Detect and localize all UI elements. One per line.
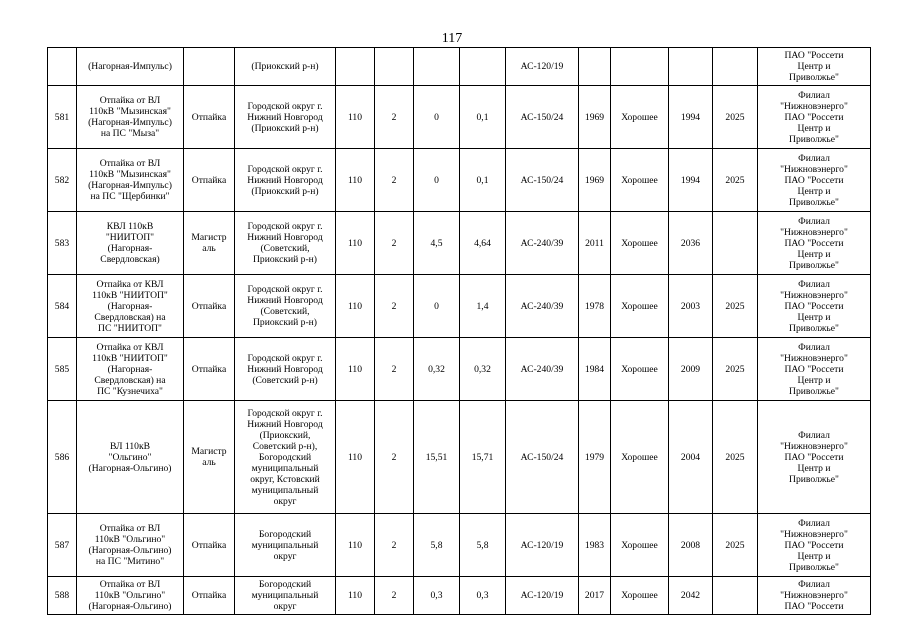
location-cell-line: Городской округ г. [247,284,323,295]
line-type-cell-line: Отпайка [191,590,227,601]
owner-cell-line: ПАО "Россети [784,50,844,61]
condition-cell: Хорошее [611,86,669,149]
owner-cell-line: ПАО "Россети [784,111,844,123]
location-cell [235,338,336,401]
length-circuit-cell: 5,8 [460,514,506,577]
line-type-cell [184,577,235,615]
condition-cell: Хорошее [611,514,669,577]
location-cell-line: Нижний Новгород [247,363,323,375]
length-route-cell: 5,8 [414,514,460,577]
length-route-cell [414,48,460,86]
location-cell-line: муниципальный [251,462,319,474]
location-cell-line: (Приокский р-н) [251,185,319,197]
wire-brand-cell: АС-120/19 [506,514,579,577]
year-built-cell: 1984 [579,338,611,401]
owner-cell [758,514,871,577]
circuits-cell: 2 [375,86,414,149]
voltage-cell: 110 [336,338,375,401]
condition-cell: Хорошее [611,275,669,338]
line-type-cell [184,514,235,577]
line-type-cell-line: Магистр [191,446,227,457]
location-cell-line: округ, Кстовский [250,473,320,485]
line-type-cell [184,401,235,514]
location-cell-line: муниципальный [251,484,319,496]
row-number-cell: 583 [48,212,77,275]
year-built-cell: 1979 [579,401,611,514]
year-built-cell: 2017 [579,577,611,615]
owner-cell-line: Приволжье" [789,72,839,83]
line-name-cell-line: "НИИТОП" [105,232,155,243]
owner-cell-line: Центр и [797,122,831,134]
circuits-cell: 2 [375,577,414,615]
line-name-cell-line: Отпайка от КВЛ [96,278,164,290]
table-row [48,212,871,275]
condition-cell: Хорошее [611,149,669,212]
owner-cell-line: Филиал [798,341,830,353]
owner-cell-line: Филиал [798,89,830,101]
length-route-cell: 0 [414,275,460,338]
owner-cell-line: ПАО "Россети [784,539,844,551]
table-row [48,48,871,86]
line-name-cell-line: Свердловская) [100,254,160,265]
owner-cell-line: "Нижновэнерго" [780,100,848,112]
table-row [48,86,871,149]
wire-brand-cell: АС-120/19 [506,48,579,86]
location-cell-line: Городской округ г. [247,407,323,419]
line-name-cell-line: на ПС "Щербинки" [90,191,170,202]
line-name-cell-line: Свердловская) на [94,374,166,386]
line-name-cell-line: 110кВ "Мызинская" [89,169,171,180]
owner-cell-line: ПАО "Россети [784,451,844,463]
length-route-cell: 4,5 [414,212,460,275]
condition-cell: Хорошее [611,577,669,615]
length-circuit-cell: 0,3 [460,577,506,615]
voltage-cell: 110 [336,212,375,275]
line-name-cell [77,212,184,275]
owner-cell-line: Филиал [798,429,830,441]
owner-cell-line: Филиал [798,215,830,227]
line-name-cell-line: 110кВ "Ольгино" [94,534,166,545]
owner-cell-line: Центр и [797,185,831,197]
location-cell-line: округ [273,550,297,562]
condition-cell: Хорошее [611,401,669,514]
location-cell-line: округ [273,601,297,612]
line-type-cell-line: аль [202,243,216,254]
year-reconstruction-cell: 2008 [669,514,713,577]
location-cell-line: (Приокский, [259,429,311,441]
wire-brand-cell: АС-150/24 [506,86,579,149]
line-name-cell [77,577,184,615]
row-number-cell [48,48,77,86]
owner-cell-line: "Нижновэнерго" [780,352,848,364]
line-type-cell-line: Отпайка [191,539,227,551]
row-number-cell: 586 [48,401,77,514]
owner-cell [758,401,871,514]
year-planned-cell [713,48,758,86]
voltage-cell: 110 [336,86,375,149]
owner-cell [758,86,871,149]
line-name-cell-line: (Нагорная- [107,243,153,254]
line-type-cell [184,86,235,149]
owner-cell-line: Приволжье" [789,196,839,208]
voltage-cell: 110 [336,149,375,212]
location-cell-line: Городской округ г. [247,352,323,364]
year-reconstruction-cell [669,48,713,86]
line-type-cell [184,275,235,338]
length-circuit-cell: 15,71 [460,401,506,514]
location-cell-line: Городской округ г. [247,221,323,232]
circuits-cell: 2 [375,212,414,275]
line-name-cell-line: ПС "НИИТОП" [98,322,162,334]
table-body [48,48,871,615]
line-name-cell-line: 110кВ "Ольгино" [94,590,166,601]
line-type-cell [184,48,235,86]
row-number-cell: 587 [48,514,77,577]
line-name-cell-line: ВЛ 110кВ [109,440,151,452]
length-route-cell: 0 [414,149,460,212]
line-name-cell-line: Свердловская) на [94,311,166,323]
length-route-cell: 0,32 [414,338,460,401]
line-name-cell [77,275,184,338]
location-cell-line: (Приокский р-н) [251,122,319,134]
year-built-cell: 2011 [579,212,611,275]
table-row [48,514,871,577]
length-circuit-cell [460,48,506,86]
line-type-cell-line: Отпайка [191,363,227,375]
line-type-cell-line: Отпайка [191,111,227,123]
year-planned-cell: 2025 [713,86,758,149]
year-reconstruction-cell: 2004 [669,401,713,514]
location-cell-line: муниципальный [251,590,319,601]
owner-cell-line: ПАО "Россети [784,601,844,612]
owner-cell-line: Приволжье" [789,133,839,145]
table-row [48,577,871,615]
location-cell-line: Городской округ г. [247,100,323,112]
owner-cell [758,212,871,275]
wire-brand-cell: АС-150/24 [506,401,579,514]
year-reconstruction-cell: 1994 [669,86,713,149]
row-number-cell: 582 [48,149,77,212]
location-cell-line: Нижний Новгород [247,418,323,430]
power-lines-table [47,47,871,615]
owner-cell-line: Центр и [797,550,831,562]
location-cell-line: (Советский, [260,306,310,317]
owner-cell-line: ПАО "Россети [784,174,844,186]
location-cell-line: муниципальный [251,539,319,551]
year-reconstruction-cell: 2003 [669,275,713,338]
owner-cell-line: Филиал [798,152,830,164]
location-cell-line: (Приокский р-н) [251,61,319,72]
wire-brand-cell: АС-150/24 [506,149,579,212]
year-built-cell [579,48,611,86]
owner-cell-line: "Нижновэнерго" [780,163,848,175]
length-circuit-cell: 0,1 [460,86,506,149]
owner-cell-line: Филиал [798,579,830,590]
line-type-cell [184,338,235,401]
line-name-cell-line: Отпайка от ВЛ [99,523,161,534]
owner-cell-line: ПАО "Россети [784,363,844,375]
line-type-cell-line: Магистр [191,232,227,243]
row-number-cell: 584 [48,275,77,338]
owner-cell-line: Центр и [797,462,831,474]
location-cell [235,86,336,149]
year-planned-cell: 2025 [713,275,758,338]
location-cell [235,275,336,338]
owner-cell [758,338,871,401]
line-type-cell [184,149,235,212]
location-cell [235,48,336,86]
line-name-cell [77,514,184,577]
row-number-cell: 585 [48,338,77,401]
owner-cell-line: Приволжье" [789,473,839,485]
row-number-cell: 581 [48,86,77,149]
line-name-cell [77,86,184,149]
location-cell-line: Приокский р-н) [253,254,317,265]
year-built-cell: 1969 [579,149,611,212]
year-planned-cell: 2025 [713,401,758,514]
year-planned-cell: 2025 [713,338,758,401]
year-reconstruction-cell: 2042 [669,577,713,615]
location-cell-line: (Советский, [260,243,310,254]
circuits-cell: 2 [375,514,414,577]
line-name-cell-line: (Нагорная-Импульс) [88,180,172,191]
owner-cell [758,577,871,615]
owner-cell-line: ПАО "Россети [784,300,844,312]
circuits-cell: 2 [375,401,414,514]
wire-brand-cell: АС-240/39 [506,212,579,275]
owner-cell-line: "Нижновэнерго" [780,289,848,301]
location-cell-line: Советский р-н), [252,440,318,452]
location-cell [235,401,336,514]
year-built-cell: 1978 [579,275,611,338]
condition-cell: Хорошее [611,212,669,275]
location-cell-line: Богородский [258,579,312,590]
location-cell [235,514,336,577]
line-name-cell-line: Отпайка от ВЛ [99,158,161,169]
year-built-cell: 1983 [579,514,611,577]
length-circuit-cell: 4,64 [460,212,506,275]
length-route-cell: 0,3 [414,577,460,615]
line-name-cell-line: "Ольгино" [108,451,152,463]
line-name-cell-line: Отпайка от ВЛ [99,95,161,106]
table-row [48,149,871,212]
line-name-cell-line: 110кВ "НИИТОП" [92,352,168,364]
line-name-cell-line: Отпайка от КВЛ [96,341,164,353]
voltage-cell [336,48,375,86]
page-number: 117 [441,31,463,46]
year-built-cell: 1969 [579,86,611,149]
location-cell-line: округ [273,495,297,507]
voltage-cell: 110 [336,275,375,338]
location-cell-line: Богородский [258,451,312,463]
owner-cell-line: "Нижновэнерго" [780,226,848,238]
location-cell-line: (Советский р-н) [252,374,318,386]
line-name-cell-line: ПС "Кузнечиха" [97,385,163,397]
owner-cell-line: Центр и [797,311,831,323]
owner-cell-line: "Нижновэнерго" [780,590,848,601]
condition-cell: Хорошее [611,338,669,401]
line-name-cell-line: на ПС "Мыза" [100,128,160,139]
year-reconstruction-cell: 1994 [669,149,713,212]
table-row [48,338,871,401]
location-cell [235,577,336,615]
line-type-cell [184,212,235,275]
owner-cell-line: Филиал [798,278,830,290]
location-cell-line: Приокский р-н) [253,317,317,328]
circuits-cell: 2 [375,149,414,212]
owner-cell-line: Филиал [798,517,830,529]
year-reconstruction-cell: 2009 [669,338,713,401]
line-name-cell-line: 110кВ "Мызинская" [89,106,171,117]
voltage-cell: 110 [336,401,375,514]
line-name-cell [77,149,184,212]
location-cell-line: Богородский [258,528,312,540]
line-name-cell-line: (Нагорная- [107,363,153,375]
line-type-cell-line: аль [202,457,216,468]
owner-cell-line: Приволжье" [789,322,839,334]
line-type-cell-line: Отпайка [191,174,227,186]
owner-cell [758,275,871,338]
line-name-cell-line: (Нагорная-Ольгино) [88,462,172,474]
owner-cell-line: "Нижновэнерго" [780,440,848,452]
line-name-cell-line: (Нагорная- [107,300,153,312]
year-planned-cell: 2025 [713,514,758,577]
length-circuit-cell: 1,4 [460,275,506,338]
line-name-cell-line: (Нагорная-Импульс) [88,117,172,128]
line-type-cell-line: Отпайка [191,300,227,312]
wire-brand-cell: АС-240/39 [506,275,579,338]
line-name-cell [77,401,184,514]
year-planned-cell [713,577,758,615]
line-name-cell [77,48,184,86]
table-row [48,401,871,514]
line-name-cell-line: Отпайка от ВЛ [99,579,161,590]
circuits-cell [375,48,414,86]
row-number-cell: 588 [48,577,77,615]
year-planned-cell [713,212,758,275]
location-cell-line: Нижний Новгород [247,232,323,243]
owner-cell-line: Центр и [797,374,831,386]
line-name-cell-line: КВЛ 110кВ [106,221,154,232]
line-name-cell-line: на ПС "Митино" [95,556,165,567]
owner-cell-line: ПАО "Россети [784,237,844,249]
location-cell-line: Нижний Новгород [247,295,323,306]
table-row [48,275,871,338]
owner-cell [758,48,871,86]
owner-cell-line: Приволжье" [789,561,839,573]
line-name-cell [77,338,184,401]
location-cell [235,212,336,275]
length-circuit-cell: 0,1 [460,149,506,212]
wire-brand-cell: АС-120/19 [506,577,579,615]
line-name-cell-line: (Нагорная-Ольгино) [88,545,172,556]
owner-cell-line: Центр и [797,248,831,260]
location-cell-line: Городской округ г. [247,163,323,175]
owner-cell-line: Приволжье" [789,259,839,271]
location-cell-line: Нижний Новгород [247,111,323,123]
condition-cell [611,48,669,86]
length-circuit-cell: 0,32 [460,338,506,401]
wire-brand-cell: АС-240/39 [506,338,579,401]
location-cell [235,149,336,212]
owner-cell-line: Центр и [797,61,831,72]
owner-cell-line: "Нижновэнерго" [780,528,848,540]
circuits-cell: 2 [375,275,414,338]
year-reconstruction-cell: 2036 [669,212,713,275]
voltage-cell: 110 [336,514,375,577]
line-name-cell-line: (Нагорная-Импульс) [88,61,172,72]
voltage-cell: 110 [336,577,375,615]
circuits-cell: 2 [375,338,414,401]
owner-cell [758,149,871,212]
line-name-cell-line: 110кВ "НИИТОП" [92,289,168,301]
length-route-cell: 15,51 [414,401,460,514]
location-cell-line: Нижний Новгород [247,174,323,186]
owner-cell-line: Приволжье" [789,385,839,397]
length-route-cell: 0 [414,86,460,149]
line-name-cell-line: (Нагорная-Ольгино) [88,601,172,612]
year-planned-cell: 2025 [713,149,758,212]
